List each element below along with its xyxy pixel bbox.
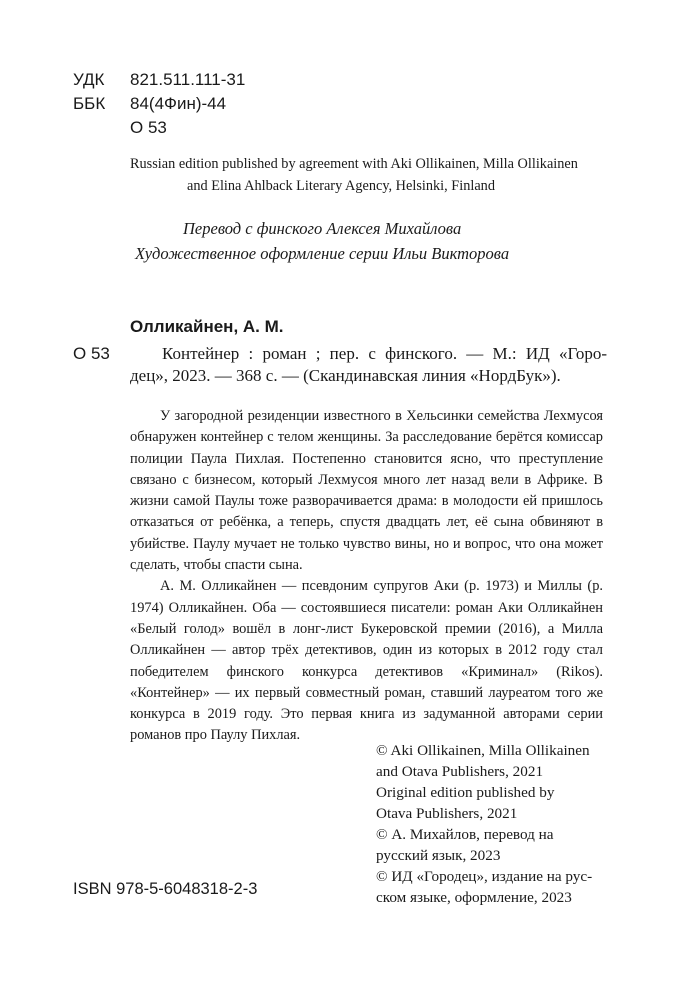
copyright-line: © ИД «Городец», издание на рус- xyxy=(376,868,593,885)
translator-credit: Перевод с финского Алексея Михайлова xyxy=(183,219,462,238)
annotation-paragraph: А. М. Олликайнен — псевдоним супругов Аки (р. 1973) и Миллы (р. 1974) Олликайнен. Оба — состоявшиеся писатели: роман Аки Олликайнен «Белый голод» вошёл в лонг-лист Букеровской премии (2016), а Милла Олликайнен — автор трёх детективов, один из которых в 2012 году стал победителем финского конкурса детективов «Криминал» (Rikos). «Контейнер» — их первый совместный роман, ставший лауреатом того же конкурса в 2019 году. Это первая книга из задуманной авторами серии романов про Паулу Пихлая. xyxy=(130,578,603,744)
copyright-line: and Otava Publishers, 2021 xyxy=(376,763,544,780)
annotation-paragraph: У загородной резиденции известного в Хельсинки семейства Лехмусоя обнаружен контейнер с телом женщины. За расследование берётся комиссар полиции Паула Пихлая. Постепенно становится ясно, что преступление связано с бизнесом, который Лехмусоя много лет назад вели в Африке. В жизни самой Паулы тоже разворачивается драма: в молодости ей пришлось отказаться от ребёнка, а теперь, спустя двадцать лет, её сына обвиняют в убийстве. Паулу мучает не только чувство вины, но и вопрос, что она может сделать, чтобы спасти сына. xyxy=(130,408,603,574)
annotation xyxy=(130,406,603,747)
bibliographic-line: дец», 2023. — 368 с. — (Скандинавская линия «НордБук»). xyxy=(130,366,561,385)
isbn: ISBN 978-5-6048318-2-3 xyxy=(73,880,258,898)
bibliographic-description xyxy=(130,343,607,387)
design-credit: Художественное оформление серии Ильи Викторова xyxy=(135,244,510,263)
copyright-notices xyxy=(376,740,616,908)
agreement-line: and Elina Ahlback Literary Agency, Helsinki, Finland xyxy=(187,178,495,194)
author-heading: Олликайнен, А. М. xyxy=(130,317,284,336)
bbk-value: 84(4Фин)-44 xyxy=(130,94,227,113)
copyright-line: © А. Михайлов, перевод на xyxy=(376,826,554,843)
bbk-label: ББК xyxy=(73,94,106,113)
author-mark-value: О 53 xyxy=(130,118,167,137)
copyright-line: Otava Publishers, 2021 xyxy=(376,805,518,822)
bbk-row xyxy=(73,93,226,115)
agreement-notice xyxy=(130,153,630,197)
udk-label: УДК xyxy=(73,70,105,89)
bibliographic-line: Контейнер : роман ; пер. с финского. — М.: ИД «Горо- xyxy=(162,344,607,363)
copyright-line: © Aki Ollikainen, Milla Ollikainen xyxy=(376,742,590,759)
catalog-code: О 53 xyxy=(73,344,110,363)
copyright-line: русский язык, 2023 xyxy=(376,847,501,864)
author-mark-row xyxy=(73,117,167,139)
agreement-line: Russian edition published by agreement with Aki Ollikainen, Milla Ollikainen xyxy=(130,156,578,172)
copyright-line: ском языке, оформление, 2023 xyxy=(376,889,572,906)
copyright-line: Original edition published by xyxy=(376,784,555,801)
udk-row xyxy=(73,69,245,91)
udk-value: 821.511.111-31 xyxy=(130,70,246,89)
credits xyxy=(135,216,605,266)
